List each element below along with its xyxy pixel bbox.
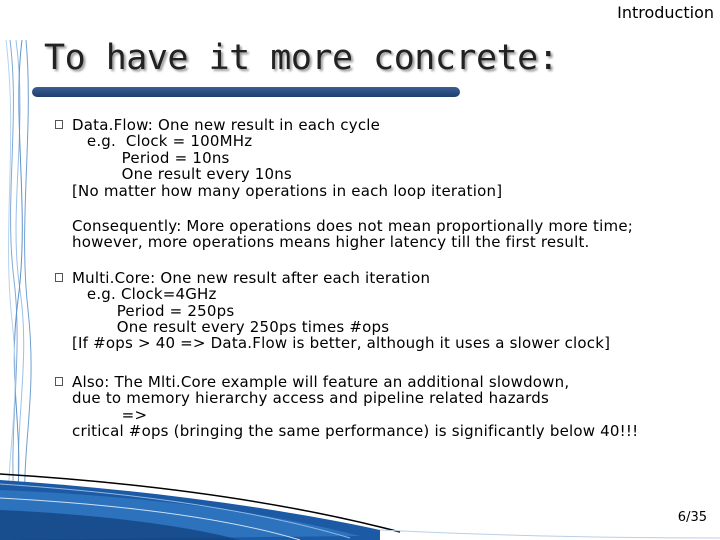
page-number: 6/35 (677, 510, 707, 525)
text-line: however, more operations means higher latency till the first result. (72, 233, 590, 252)
text-line: Multi.Core: One new result after each iteration (72, 268, 431, 287)
title-underline-bar (32, 87, 460, 97)
text-line: Period = 10ns (72, 148, 230, 167)
bottom-swoosh-decoration (0, 470, 720, 540)
bullet-square-icon (55, 273, 63, 282)
text-line: e.g. Clock=4GHz (72, 285, 217, 304)
text-line: e.g. Clock = 100MHz (72, 132, 253, 151)
text-line: Consequently: More operations does not mean proportionally more time; (72, 217, 633, 236)
text-line: [No matter how many operations in each loop iteration] (72, 181, 503, 200)
section-label: Introduction (617, 3, 714, 22)
text-line: Data.Flow: One new result in each cycle (72, 116, 381, 134)
text-line: due to memory hierarchy access and pipeline related hazards (72, 389, 549, 408)
text-line: One result every 10ns (72, 165, 292, 184)
bullet-square-icon (55, 377, 63, 386)
text-line: => (72, 405, 148, 424)
slide-title: To have it more concrete: (44, 38, 559, 78)
bullet-dataflow (72, 117, 712, 199)
left-wave-decoration (0, 40, 40, 520)
consequently-paragraph (72, 218, 712, 251)
bullet-also (72, 374, 712, 440)
bullet-square-icon (55, 120, 63, 129)
bullet-multicore (72, 270, 712, 352)
text-line: critical #ops (bringing the same performance) is significantly below 40!!! (72, 422, 639, 441)
text-line: [If #ops > 40 => Data.Flow is better, although it uses a slower clock] (72, 334, 611, 353)
text-line: Also: The Mlti.Core example will feature an additional slowdown, (72, 372, 570, 391)
text-line: One result every 250ps times #ops (72, 318, 390, 337)
slide-body (72, 117, 712, 440)
text-line: Period = 250ps (72, 301, 235, 320)
